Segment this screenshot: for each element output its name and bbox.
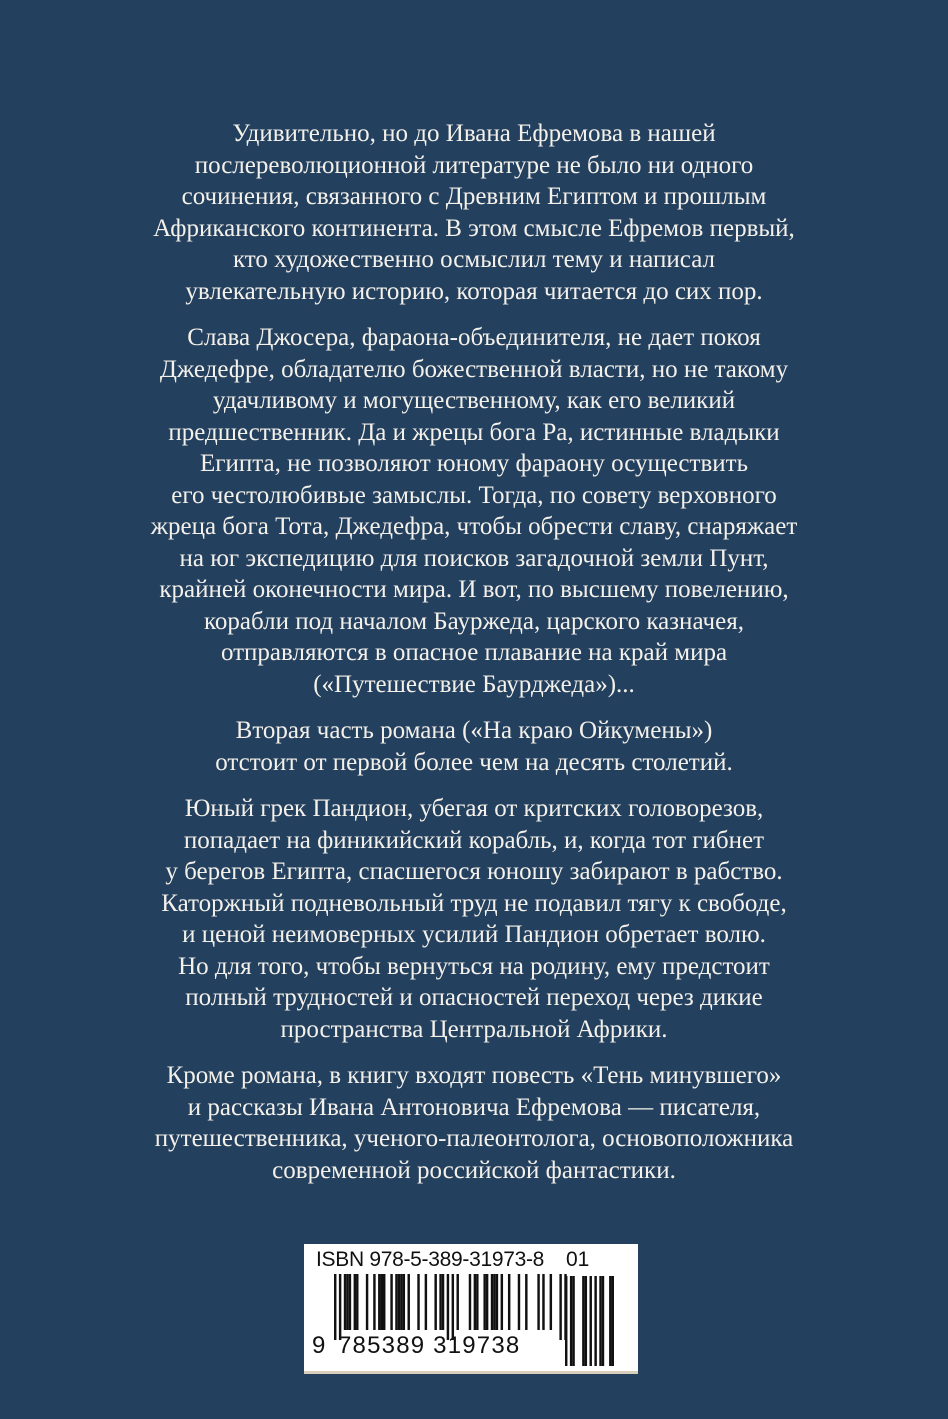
- addon-bar: [594, 1276, 596, 1366]
- text-line: Джедефре, обладателю божественной власти, но не такому: [159, 355, 789, 383]
- text-line: и рассказы Ивана Антоновича Ефремова — писателя,: [187, 1093, 761, 1121]
- ean-barcode: [334, 1274, 567, 1340]
- addon-bar: [609, 1276, 611, 1366]
- barcode-bar: [508, 1274, 510, 1330]
- barcode-bar: [496, 1274, 498, 1330]
- text-line: на юг экспедицию для поисков загадочной земли Пунт,: [179, 544, 769, 572]
- text-line: попадает на финикийский корабль, и, когда тот гибнет: [183, 826, 765, 854]
- addon-bar: [572, 1276, 574, 1366]
- text-line: Удивительно, но до Ивана Ефремова в нашей: [232, 120, 716, 147]
- barcode-bar: [378, 1274, 380, 1330]
- barcode-bar: [390, 1274, 392, 1330]
- isbn-text: ISBN 978-5-389-31973-8: [316, 1248, 545, 1271]
- barcode-bar: [518, 1274, 520, 1330]
- barcode-bar: [434, 1274, 436, 1330]
- addon-bar: [570, 1276, 572, 1366]
- text-line: современной российской фантастики.: [272, 1156, 676, 1184]
- text-line: предшественник. Да и жрецы бога Ра, истинные владыки: [168, 418, 780, 446]
- addon-text: 01: [566, 1248, 590, 1271]
- addon-bar: [585, 1276, 587, 1366]
- text-line: Каторжный подневольный труд не подавил тягу к свободе,: [161, 889, 787, 917]
- barcode-bar: [476, 1274, 478, 1330]
- barcode-bar: [439, 1274, 441, 1330]
- barcode-bar: [525, 1274, 527, 1330]
- text-line: увлекательную историю, которая читается до сих пор.: [185, 277, 763, 305]
- barcode-bar: [493, 1274, 495, 1330]
- addon-bar: [599, 1276, 601, 1366]
- barcode-bar: [354, 1274, 356, 1330]
- barcode-bar: [474, 1274, 476, 1330]
- barcode-bar: [383, 1274, 385, 1330]
- barcode-bar: [356, 1274, 358, 1330]
- barcode-bar: [334, 1274, 336, 1340]
- text-line: и ценой неимоверных усилий Пандион обретает волю.: [182, 921, 766, 948]
- barcode-bar: [344, 1274, 346, 1330]
- text-line: Вторая часть романа («На краю Ойкумены»): [235, 717, 713, 744]
- addon-bar: [612, 1276, 614, 1366]
- text-line: Египта, не позволяют юному фараону осуществить: [200, 450, 748, 477]
- barcode-bar: [550, 1274, 552, 1330]
- barcode-bar: [417, 1274, 419, 1330]
- barcode-bar: [537, 1274, 539, 1330]
- text-line: корабли под началом Бауржеда, царского казначея,: [204, 607, 744, 635]
- text-line: пространства Центральной Африки.: [280, 1015, 668, 1043]
- barcode-bar: [373, 1274, 375, 1330]
- barcode-bar: [425, 1274, 427, 1330]
- addon-bar: [565, 1276, 567, 1366]
- text-line: послереволюционной литературе не было ни одного: [194, 151, 754, 179]
- text-line: Но для того, чтобы вернуться на родину, ему предстоит: [178, 952, 770, 980]
- barcode-bar: [457, 1274, 459, 1330]
- addon-bar: [602, 1276, 604, 1366]
- text-line: у берегов Египта, спасшегося юношу забирают в рабство.: [165, 858, 783, 885]
- text-line: жреца бога Тота, Джедефра, чтобы обрести славу, снаряжает: [150, 513, 798, 540]
- barcode-bar: [408, 1274, 410, 1330]
- text-line: отстоит от первой более чем на десять столетий.: [215, 748, 733, 776]
- barcode-bar: [452, 1274, 454, 1340]
- text-line: Юный грек Пандион, убегая от критских головорезов,: [184, 795, 764, 822]
- barcode-bar: [447, 1274, 449, 1340]
- addon-barcode: [565, 1276, 614, 1366]
- barcode-bar: [403, 1274, 405, 1330]
- text-line: полный трудностей и опасностей переход через дикие: [185, 984, 763, 1011]
- barcode-bar: [395, 1274, 397, 1330]
- text-line: Кроме романа, в книгу входят повесть «Тень минувшего»: [166, 1062, 782, 1089]
- text-line: кто художественно осмыслил тему и написал: [232, 246, 715, 273]
- barcode-bar: [398, 1274, 400, 1330]
- barcode-bar: [346, 1274, 348, 1330]
- barcode-bar: [349, 1274, 351, 1330]
- text-line: отправляются в опасное плавание на край мира: [220, 639, 728, 666]
- barcode-bar: [366, 1274, 368, 1330]
- barcode-bar: [501, 1274, 503, 1330]
- text-line: его честолюбивые замыслы. Тогда, по совету верховного: [171, 481, 777, 509]
- barcode-bar: [483, 1274, 485, 1330]
- addon-bar: [582, 1276, 584, 1366]
- barcode-bar: [442, 1274, 444, 1330]
- text-line: путешественника, ученого-палеонтолога, основоположника: [154, 1125, 794, 1152]
- barcode-bar: [469, 1274, 471, 1330]
- barcode-bar: [542, 1274, 544, 1330]
- text-line: Африканского континента. В этом смысле Ефремов первый,: [153, 214, 795, 242]
- text-line: сочинения, связанного с Древним Египтом и прошлым: [181, 183, 767, 210]
- addon-bar: [590, 1276, 592, 1366]
- text-line: удачливому и могущественному, как его великий: [212, 387, 736, 414]
- barcode-bar: [491, 1274, 493, 1330]
- barcode-bar: [381, 1274, 383, 1330]
- text-line: Слава Джосера, фараона-объединителя, не дает покоя: [187, 324, 761, 351]
- text-line: («Путешествие Баурджеда»)...: [313, 670, 635, 698]
- barcode-bar: [339, 1274, 341, 1340]
- text-line: крайней оконечности мира. И вот, по высшему повелению,: [159, 576, 789, 603]
- barcode-first-digit: 9: [312, 1332, 326, 1359]
- barcode-digits: 785389 319738: [338, 1332, 521, 1359]
- barcode-bar: [486, 1274, 488, 1330]
- barcode-bar: [400, 1274, 402, 1330]
- barcode-bar: [559, 1274, 561, 1340]
